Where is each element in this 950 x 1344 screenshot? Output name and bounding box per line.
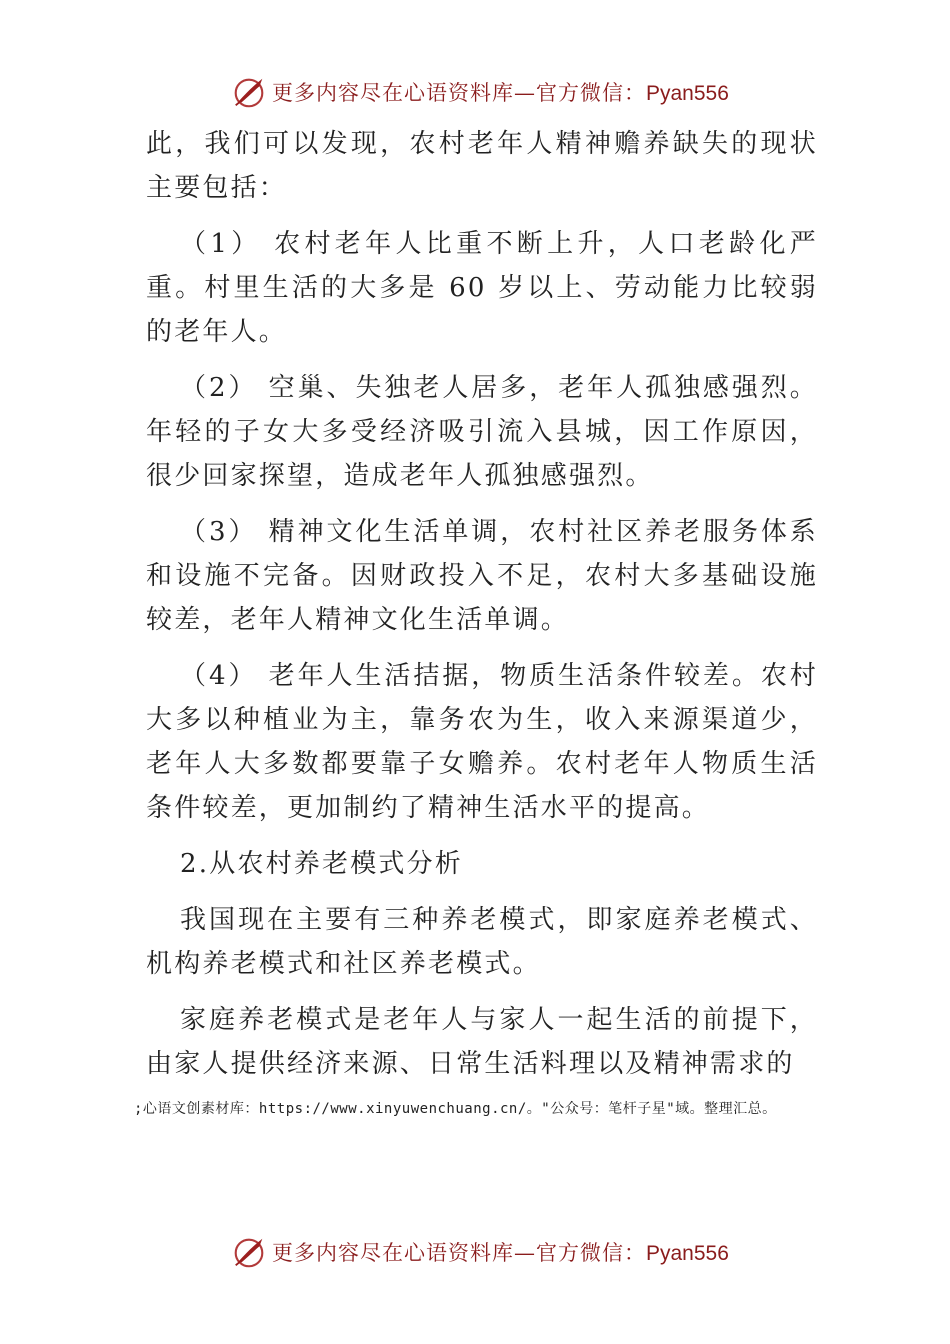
footer-banner	[230, 1232, 750, 1272]
paragraph: （4） 老年人生活拮据，物质生活条件较差。农村大多以种植业为主，靠务农为生，收入来源渠道少，老年人大多数都要靠子女赡养。农村老年人物质生活条件较差，更加制约了精神生活水平的提高。	[146, 661, 818, 823]
pen-logo-icon	[230, 73, 268, 111]
paragraph: 我国现在主要有三种养老模式，即家庭养老模式、机构养老模式和社区养老模式。	[146, 905, 818, 979]
paragraph: 此，我们可以发现，农村老年人精神赡养缺失的现状主要包括：	[146, 129, 818, 203]
pen-logo-icon	[230, 1233, 268, 1271]
footer-wechat-id: Pyan556	[646, 1242, 729, 1265]
document-body	[146, 122, 818, 1086]
footer-banner-text: 更多内容尽在心语资料库—官方微信：Pyan556	[272, 1241, 729, 1265]
header-wechat-id: Pyan556	[646, 82, 729, 105]
paragraph: （1） 农村老年人比重不断上升，人口老龄化严重。村里生活的大多是 60 岁以上、劳动能力比较弱的老年人。	[146, 229, 818, 347]
paragraph: 家庭养老模式是老年人与家人一起生活的前提下，由家人提供经济来源、日常生活料理以及精神需求的	[146, 1005, 818, 1079]
paragraph: （3） 精神文化生活单调，农村社区养老服务体系和设施不完备。因财政投入不足，农村大多基础设施较差，老年人精神文化生活单调。	[146, 517, 818, 635]
header-banner	[230, 72, 750, 112]
header-banner-text: 更多内容尽在心语资料库—官方微信：Pyan556	[272, 81, 729, 105]
section-heading: 2.从农村养老模式分析	[180, 849, 464, 879]
paragraph: （2） 空巢、失独老人居多，老年人孤独感强烈。年轻的子女大多受经济吸引流入县城，因工作原因，很少回家探望，造成老年人孤独感强烈。	[146, 373, 818, 491]
footer-source-note: ;心语文创素材库：https://www.xinyuwenchuang.cn/。"公众号：笔杆子星"域。整理汇总。	[134, 1101, 777, 1117]
